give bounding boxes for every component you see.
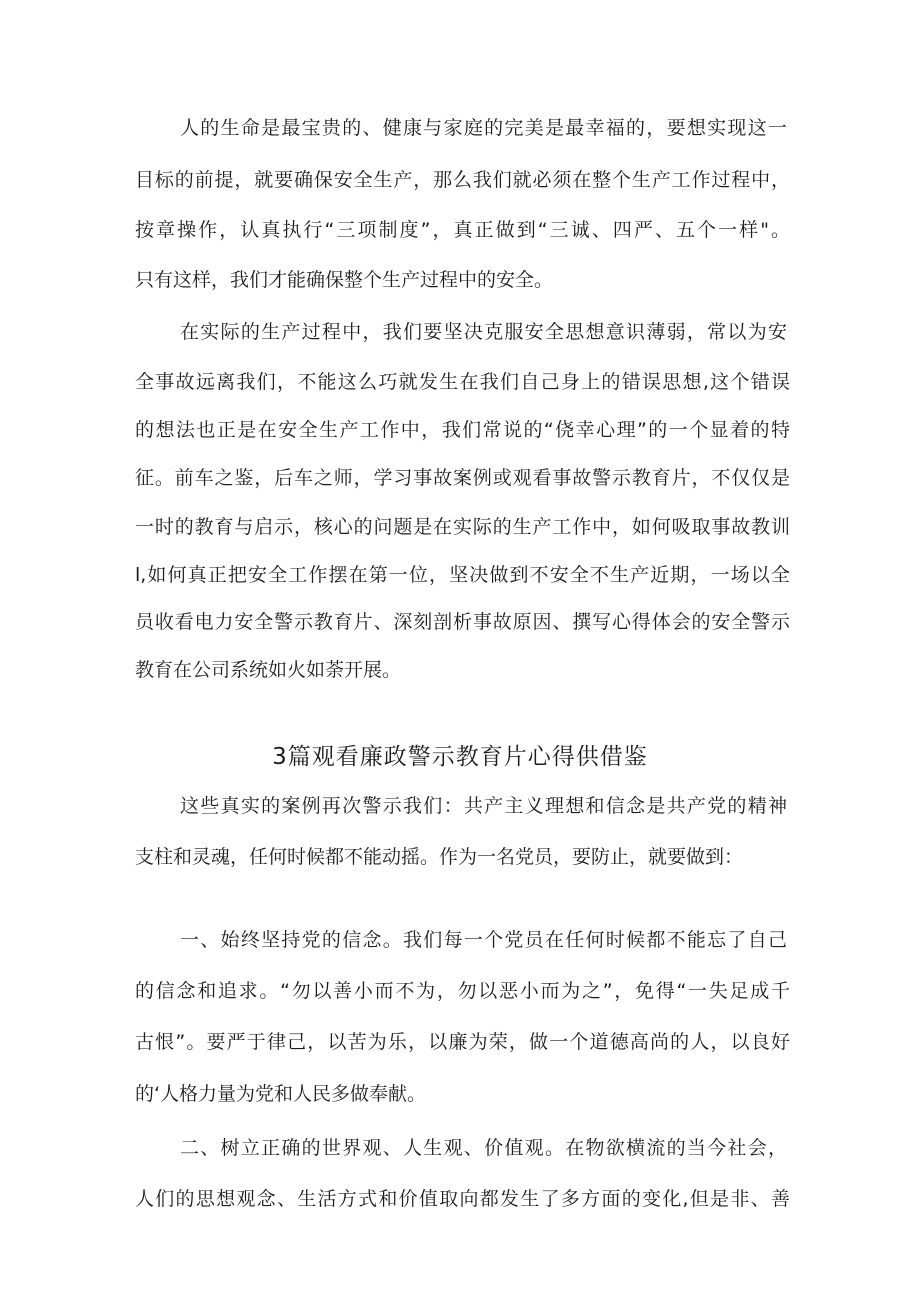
text-line: 目标的前提，就要确保安全生产，那么我们就必须在整个生产工作过程中， xyxy=(135,169,790,191)
text-line: 一时的教育与启示，核心的问题是在实际的生产工作中，如何吸取事故教训 xyxy=(135,516,790,538)
text-line: 的信念和追求。“勿以善小而不为，勿以恶小而为之”，免得“一失足成千 xyxy=(135,980,790,1002)
text-line: l,如何真正把安全工作摆在第一位，坚决做到不安全不生产近期，一场以全 xyxy=(135,564,790,586)
text-line: 的‘人格力量为党和人民多做奉献。 xyxy=(135,1083,427,1105)
text-line: 征。前车之鉴，后车之师，学习事故案例或观看事故警示教育片，不仅仅是 xyxy=(135,467,790,489)
text-line: 按章操作，认真执行“三项制度”，真正做到“三诚、四严、五个一样"。 xyxy=(135,219,790,241)
text-line: 二、树立正确的世界观、人生观、价值观。在物欲横流的当今社会， xyxy=(180,1137,787,1159)
text-line: 人的生命是最宝贵的、健康与家庭的完美是最幸福的，要想实现这一 xyxy=(180,117,787,139)
text-line: 教育在公司系统如火如荼开展。 xyxy=(135,659,402,681)
text-line: 员收看电力安全警示教育片、深刻剖析事故原因、撰写心得体会的安全警示 xyxy=(135,611,790,633)
section-heading: 3篇观看廉政警示教育片心得供借鉴 xyxy=(272,744,648,770)
text-line: 古恨”。要严于律己，以苦为乐，以廉为荣，做一个道德高尚的人，以良好 xyxy=(135,1031,790,1053)
text-line: 在实际的生产过程中，我们要坚决克服安全思想意识薄弱，常以为安 xyxy=(180,321,787,343)
text-line: 一、始终坚持党的信念。我们每一个党员在任何时候都不能忘了自己 xyxy=(180,929,787,951)
text-line: 只有这样，我们才能确保整个生产过程中的安全。 xyxy=(135,269,554,291)
text-line: 的想法也正是在安全生产工作中，我们常说的“侥幸心理”的一个显着的特 xyxy=(135,419,790,441)
text-line: 全事故远离我们，不能这么巧就发生在我们自己身上的错误思想,这个错误 xyxy=(135,371,790,393)
text-line: 人们的思想观念、生活方式和价值取向都发生了多方面的变化,但是非、善 xyxy=(135,1188,790,1210)
text-line: 支柱和灵魂，任何时候都不能动摇。作为一名党员，要防止，就要做到： xyxy=(135,846,744,868)
text-line: 这些真实的案例再次警示我们：共产主义理想和信念是共产党的精神 xyxy=(180,795,787,817)
